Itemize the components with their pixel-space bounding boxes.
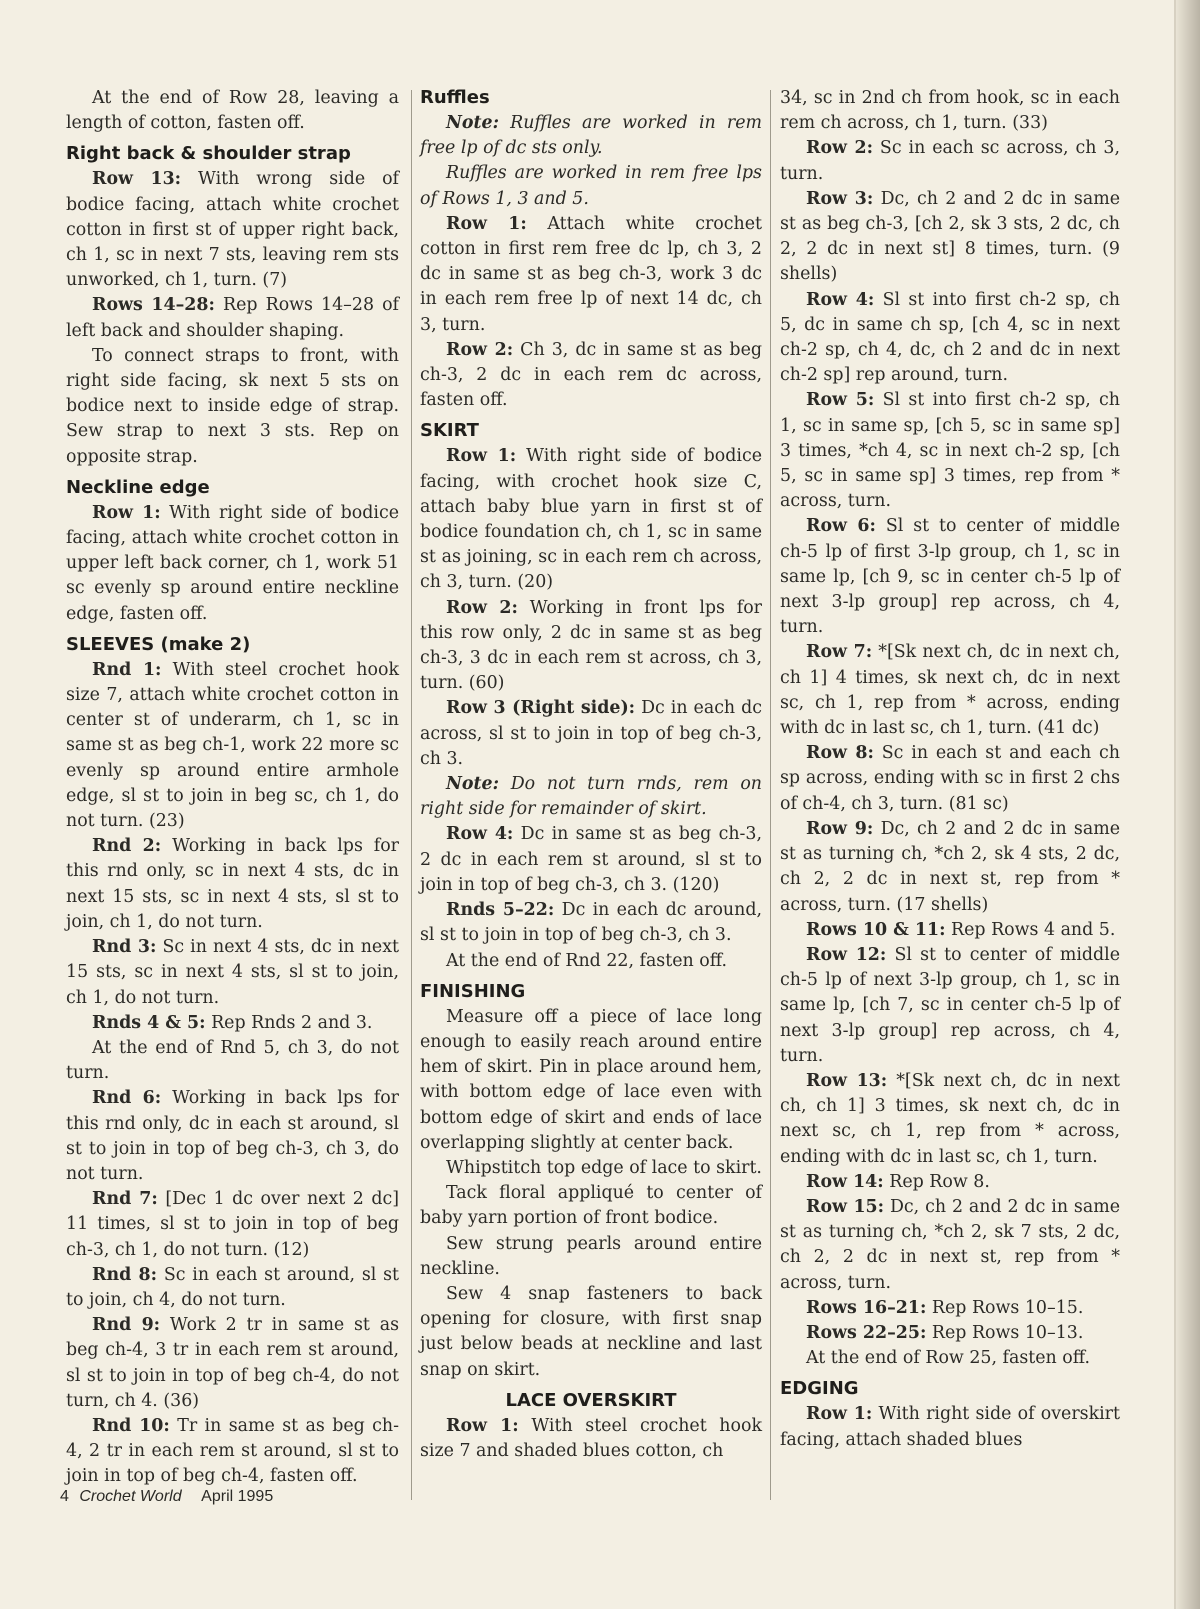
row-label: Row 8:	[806, 743, 874, 764]
instruction-row	[420, 898, 762, 948]
instruction-row	[780, 817, 1120, 918]
row-text: Sl st into first ch-2 sp, ch 1, sc in same sp, [ch 5, sc in same sp] 3 times, *ch 4, sc in next ch-2 sp, [ch 5, sc in same sp] 3 times, rep from * across, turn.	[780, 390, 1120, 512]
row-text: Rep Rows 14–28 of left back and shoulder shaping.	[66, 295, 399, 341]
row-text: Rep Rows 10–15.	[926, 1297, 1084, 1318]
instruction-row	[420, 596, 762, 697]
column-divider	[770, 90, 771, 1500]
section-heading-edging: EDGING	[780, 1378, 859, 1400]
row-text: Dc in each dc across, sl st to join in top of beg ch-3, ch 3.	[420, 698, 762, 769]
row-label: Rnd 7:	[92, 1189, 158, 1210]
note: Ruffles are worked in rem free lps of Rows 1, 3 and 5.	[420, 163, 762, 209]
row-text: *[Sk next ch, dc in next ch, ch 1] 3 times, sk next ch, dc in next sc, ch 1, rep from * across, ending with dc in last sc, ch 1, turn.	[780, 1070, 1120, 1167]
row-text: Sc in each sc across, ch 3, turn.	[780, 138, 1120, 184]
instruction-row	[780, 1170, 1120, 1195]
row-text: Working in front lps for this row only, 2 dc in same st as beg ch-3, 3 dc in each rem st across, ch 3, turn. (60)	[420, 597, 762, 694]
instruction-row	[780, 187, 1120, 288]
instruction-row	[66, 501, 399, 627]
row-text: Working in back lps for this rnd only, dc in each st around, sl st to join in top of beg ch-3, ch 3, do not turn.	[66, 1088, 399, 1184]
note-text: Do not turn rnds, rem on right side for remainder of skirt.	[420, 774, 762, 820]
page-footer	[60, 1488, 273, 1506]
row-text: Dc, ch 2 and 2 dc in same st as turning ch, *ch 2, sk 7 sts, 2 dc, ch 2, 2 dc in next st, rep from * across, turn.	[780, 1196, 1120, 1293]
row-label: Rnd 10:	[92, 1415, 170, 1436]
row-text: Sl st into first ch-2 sp, ch 5, dc in same ch sp, [ch 4, sc in next ch-2 sp, ch 4, dc, ch 2 and dc in next ch-2 sp] rep around, turn.	[780, 289, 1120, 386]
row-label: Row 14:	[806, 1171, 884, 1192]
row-label: Row 3:	[806, 188, 874, 209]
row-text: Sl st to center of middle ch-5 lp of next 3-lp group, ch 1, sc in same lp, [ch 7, sc in center ch-5 lp of next 3-lp group] rep across, ch 4, turn.	[780, 944, 1120, 1066]
instruction-row	[420, 1414, 762, 1464]
instruction-row	[420, 696, 762, 772]
paragraph: Tack floral appliqué to center of baby yarn portion of front bodice.	[420, 1183, 762, 1229]
row-text: Attach white crochet cotton in first rem free dc lp, ch 3, 2 dc in same st as beg ch-3, work 3 dc in each rem free lp of next 14 dc, ch 3, turn.	[420, 213, 762, 335]
note-label: Note:	[446, 113, 500, 133]
section-heading-right-back: Right back & shoulder strap	[66, 143, 351, 165]
row-label: Rnd 9:	[92, 1315, 161, 1336]
instruction-row	[420, 444, 762, 595]
column-1	[66, 86, 399, 1490]
page-number: 4	[60, 1488, 69, 1505]
row-label: Row 2:	[446, 597, 518, 618]
row-label: Row 15:	[806, 1196, 885, 1217]
row-text: Dc, ch 2 and 2 dc in same st as turning ch, *ch 2, sk 4 sts, 2 dc, ch 2, 2 dc in next st, rep from * across, turn. (17 shells)	[780, 818, 1120, 915]
row-text: With right side of overskirt facing, attach shaded blues	[780, 1404, 1120, 1450]
row-label: Rnds 4 & 5:	[92, 1012, 206, 1033]
paragraph: 34, sc in 2nd ch from hook, sc in each rem ch across, ch 1, turn. (33)	[780, 88, 1120, 134]
instruction-row	[780, 1321, 1120, 1346]
row-text: [Dec 1 dc over next 2 dc] 11 times, sl st to join in top of beg ch-3, ch 1, do not turn. (12)	[66, 1189, 399, 1260]
row-text: With wrong side of bodice facing, attach white crochet cotton in first st of upper right back, ch 1, sc in next 7 sts, leaving rem sts unworked, ch 1, turn. (7)	[66, 169, 399, 291]
instruction-row	[780, 1402, 1120, 1452]
paragraph: Sew 4 snap fasteners to back opening for closure, with first snap just below beads at neckline and last snap on skirt.	[420, 1283, 762, 1380]
instruction-row	[780, 918, 1120, 943]
row-label: Row 1:	[92, 502, 161, 523]
row-label: Rows 10 & 11:	[806, 919, 946, 940]
row-label: Row 1:	[446, 1415, 519, 1436]
row-label: Row 3 (Right side):	[446, 698, 636, 719]
section-heading-sleeves: SLEEVES (make 2)	[66, 633, 251, 655]
row-label: Rnds 5–22:	[446, 900, 555, 921]
row-text: *[Sk next ch, dc in next ch, ch 1] 4 times, sk next ch, dc in next sc, ch 1, rep from * across, ending with dc in last sc, ch 1, turn. (41 dc)	[780, 642, 1120, 739]
instruction-row	[66, 1011, 399, 1036]
column-2	[420, 86, 762, 1464]
instruction-row	[780, 388, 1120, 514]
row-label: Row 5:	[806, 390, 875, 411]
row-label: Rnd 8:	[92, 1264, 158, 1285]
note	[420, 772, 762, 822]
paragraph: Sew strung pearls around entire neckline.	[420, 1233, 762, 1279]
instruction-row	[66, 1187, 399, 1263]
row-text: Sl st to center of middle ch-5 lp of first 3-lp group, ch 1, sc in same lp, [ch 9, sc in center ch-5 lp of next 3-lp group] rep across, ch 4, turn.	[780, 516, 1120, 638]
section-heading-neckline: Neckline edge	[66, 476, 210, 498]
row-text: Rep Rows 10–13.	[926, 1322, 1084, 1343]
instruction-row	[780, 136, 1120, 186]
section-heading-finishing: FINISHING	[420, 980, 526, 1002]
row-text: Working in back lps for this rnd only, sc in next 4 sts, dc in next 15 sts, sc in next 4 sts, sl st to join, ch 1, do not turn.	[66, 836, 399, 932]
instruction-row	[420, 338, 762, 414]
row-text: With right side of bodice facing, with crochet hook size C, attach baby blue yarn in first st of bodice foundation ch, ch 1, sc in same st as joining, sc in each rem ch across, ch 3, turn. (20)	[420, 446, 762, 593]
row-label: Row 12:	[806, 944, 887, 965]
instruction-row	[66, 293, 399, 343]
instruction-row	[780, 1069, 1120, 1170]
row-label: Row 13:	[92, 169, 182, 190]
row-label: Row 9:	[806, 818, 874, 839]
magazine-title: Crochet World	[79, 1488, 182, 1505]
page-edge	[1176, 0, 1200, 1609]
row-label: Rows 16–21:	[806, 1297, 927, 1318]
note	[420, 111, 762, 161]
row-text: Ch 3, dc in same st as beg ch-3, 2 dc in each rem dc across, fasten off.	[420, 339, 762, 411]
row-label: Row 7:	[806, 642, 873, 663]
row-label: Row 2:	[806, 138, 873, 159]
note-text: Ruffles are worked in rem free lp of dc sts only.	[420, 113, 762, 159]
row-text: Sc in each st and each ch sp across, ending with sc in first 2 chs of ch-4, ch 3, turn. (81 sc)	[780, 743, 1120, 814]
row-label: Row 2:	[446, 339, 514, 360]
instruction-row	[66, 1313, 399, 1414]
row-text: Rep Rows 4 and 5.	[945, 919, 1116, 940]
row-label: Rnd 1:	[92, 659, 162, 680]
row-label: Rows 22–25:	[806, 1322, 927, 1343]
row-label: Row 1:	[806, 1404, 873, 1425]
instruction-row	[780, 640, 1120, 741]
row-label: Rnd 6:	[92, 1088, 162, 1109]
row-text: With right side of bodice facing, attach white crochet cotton in upper left back corner, ch 1, work 51 sc evenly sp around entire neckline edge, fasten off.	[66, 502, 399, 624]
paragraph: Measure off a piece of lace long enough to easily reach around entire hem of skirt. Pin in place around hem, with bottom edge of lace even with bottom edge of skirt and ends of lace overlapping slightly at center back.	[420, 1006, 762, 1153]
instruction-row	[780, 514, 1120, 640]
instruction-row	[420, 212, 762, 338]
row-text: Work 2 tr in same st as beg ch-4, 3 tr in each rem st around, sl st to join in top of beg ch-4, do not turn, ch 4. (36)	[66, 1315, 399, 1411]
row-text: Rep Rnds 2 and 3.	[205, 1012, 373, 1033]
instruction-row	[66, 935, 399, 1011]
row-label: Row 13:	[806, 1070, 888, 1091]
paragraph: At the end of Rnd 5, ch 3, do not turn.	[66, 1037, 399, 1084]
instruction-row	[66, 1263, 399, 1313]
row-label: Rows 14–28:	[92, 295, 215, 316]
instruction-row	[780, 1195, 1120, 1296]
instruction-row	[66, 167, 399, 293]
row-text: Dc in each dc around, sl st to join in top of beg ch-3, ch 3.	[420, 900, 762, 946]
instruction-row	[780, 288, 1120, 389]
section-heading-skirt: SKIRT	[420, 420, 479, 442]
row-text: With steel crochet hook size 7 and shaded blues cotton, ch	[420, 1415, 762, 1461]
row-label: Rnd 2:	[92, 836, 162, 857]
instruction-row	[66, 1414, 399, 1490]
paragraph: To connect straps to front, with right side facing, sk next 5 sts on bodice next to inside edge of strap. Sew strap to next 3 sts. Rep on opposite strap.	[66, 345, 399, 467]
row-text: Dc in same st as beg ch-3, 2 dc in each rem st around, sl st to join in top of beg ch-3, ch 3. (120)	[420, 824, 762, 895]
row-text: Rep Row 8.	[883, 1171, 990, 1192]
instruction-row	[780, 741, 1120, 817]
note-label: Note:	[446, 774, 500, 795]
row-label: Row 4:	[446, 824, 514, 845]
row-label: Row 4:	[806, 289, 875, 310]
instruction-row	[66, 1086, 399, 1187]
row-label: Row 6:	[806, 516, 876, 537]
section-heading-ruffles: Ruffles	[420, 87, 490, 108]
paragraph: At the end of Row 28, leaving a length of cotton, fasten off.	[66, 88, 399, 134]
paragraph: At the end of Rnd 22, fasten off.	[446, 950, 727, 971]
row-label: Rnd 3:	[92, 937, 157, 958]
instruction-row	[780, 943, 1120, 1069]
row-label: Row 1:	[446, 446, 517, 467]
section-heading-lace-overskirt: LACE OVERSKIRT	[505, 1389, 677, 1411]
instruction-row	[420, 822, 762, 898]
issue-date: April 1995	[201, 1488, 274, 1505]
paragraph: At the end of Row 25, fasten off.	[806, 1348, 1090, 1369]
paragraph: Whipstitch top edge of lace to skirt.	[446, 1157, 762, 1178]
row-text: With steel crochet hook size 7, attach white crochet cotton in center st of underarm, ch 1, sc in same st as beg ch-1, work 22 more sc evenly sp around entire armhole edge, sl st to join in beg sc, ch 1, do not turn. (23)	[66, 659, 399, 832]
instruction-row	[66, 658, 399, 834]
instruction-row	[66, 834, 399, 935]
row-text: Sc in next 4 sts, dc in next 15 sts, sc in next 4 sts, sl st to join, ch 1, do not turn.	[66, 937, 399, 1008]
column-3	[780, 86, 1120, 1453]
instruction-row	[780, 1296, 1120, 1321]
row-text: Tr in same st as beg ch-4, 2 tr in each rem st around, sl st to join in top of beg ch-4, fasten off.	[66, 1415, 399, 1487]
row-text: Dc, ch 2 and 2 dc in same st as beg ch-3, [ch 2, sk 3 sts, 2 dc, ch 2, 2 dc in next st] 8 times, turn. (9 shells)	[780, 188, 1120, 285]
column-divider	[411, 90, 412, 1500]
row-text: Sc in each st around, sl st to join, ch 4, do not turn.	[66, 1264, 399, 1310]
row-label: Row 1:	[446, 213, 527, 234]
